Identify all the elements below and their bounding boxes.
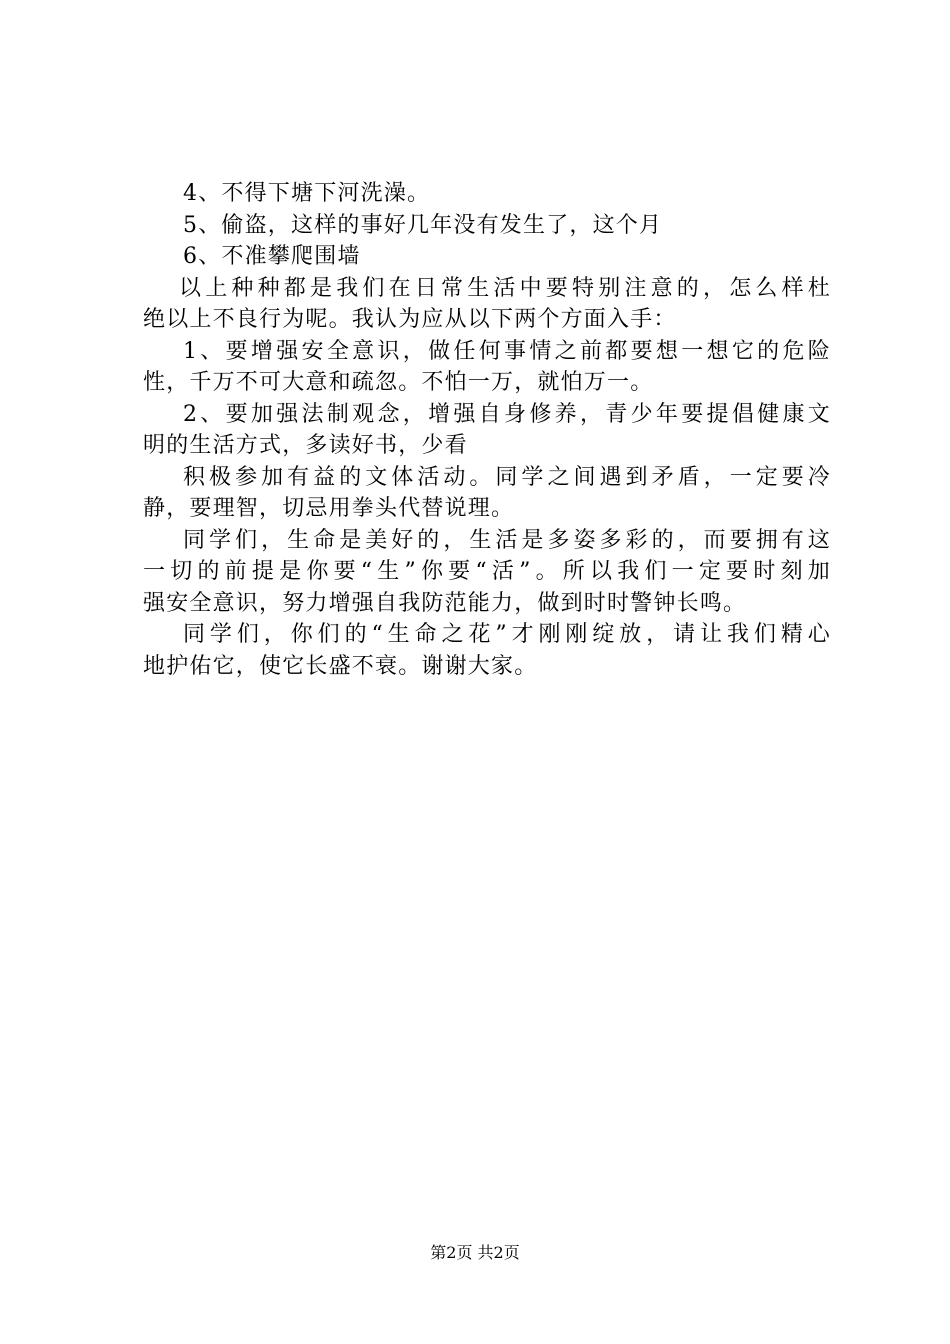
text-line: 6、不准攀爬围墙: [183, 244, 361, 269]
page-footer: 第2页 共2页: [430, 1243, 520, 1262]
text-line: 性，千万不可大意和疏忽。不怕一万，就怕万一。: [143, 370, 654, 395]
text-line: 同学们，生命是美好的，生活是多姿多彩的，而要拥有这: [183, 527, 831, 553]
text-line: 以上种种都是我们在日常生活中要特别注意的，怎么样杜: [179, 275, 831, 301]
text-line: 绝以上不良行为呢。我认为应从以下两个方面入手：: [143, 307, 677, 332]
text-line: 静，要理智，切忌用拳头代替说理。: [143, 496, 515, 521]
text-line: 一切的前提是你要“生”你要“活”。所以我们一定要时刻加: [143, 559, 831, 584]
text-line: 强安全意识，努力增强自我防范能力，做到时时警钟长鸣。: [143, 590, 747, 616]
text-line: 4、不得下塘下河洗澡。: [183, 181, 431, 206]
text-line: 明的生活方式，多读好书，少看: [143, 433, 468, 458]
text-line: 5、偷盗，这样的事好几年没有发生了，这个月: [183, 212, 663, 238]
document-body: [143, 178, 831, 682]
text-line: 同学们，你们的“生命之花”才刚刚绽放，请让我们精心: [183, 622, 831, 647]
text-line: 1、要增强安全意识，做任何事情之前都要想一想它的危险: [183, 338, 831, 364]
text-line: 积极参加有益的文体活动。同学之间遇到矛盾，一定要冷: [183, 464, 831, 490]
text-line: 地护佑它，使它长盛不衰。谢谢大家。: [143, 653, 538, 679]
text-line: 2、要加强法制观念，增强自身修养，青少年要提倡健康文: [183, 401, 831, 427]
